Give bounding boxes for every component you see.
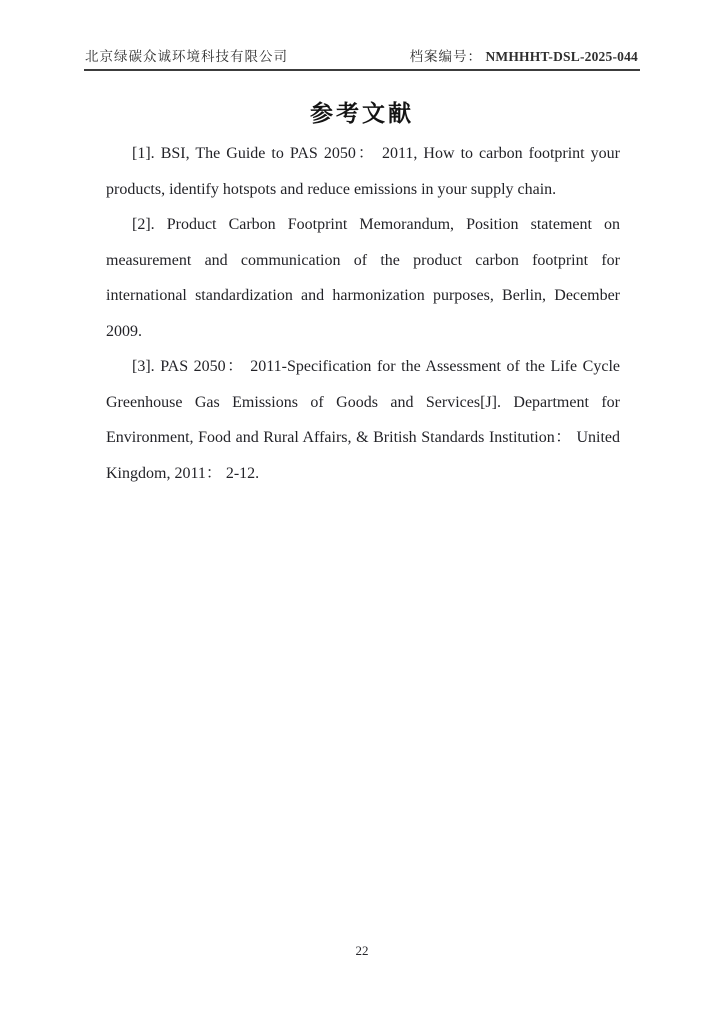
header-company-name: 北京绿碳众诚环境科技有限公司: [85, 49, 288, 64]
header-doc-number-label: 档案编号：: [409, 49, 483, 64]
header-rule: [84, 69, 640, 71]
page-number: 22: [355, 943, 369, 958]
page-header: [85, 45, 638, 65]
reference-item-2: [2]. Product Carbon Footprint Memorandum, Position statement on measurement and communication of the product carbon footprint for international standardization and harmonization purposes, Berlin, December 2009.: [106, 216, 620, 340]
header-doc-number-value: NMHHHT-DSL-2025-044: [485, 49, 638, 64]
reference-item-1: [1]. BSI, The Guide to PAS 2050： 2011, How to carbon footprint your products, identify hotspots and reduce emissions in your supply chain.: [106, 145, 620, 198]
references-list: [106, 136, 620, 491]
header-doc-number: [410, 45, 638, 65]
page-title: 参考文献: [310, 101, 414, 126]
reference-item-3: [3]. PAS 2050： 2011-Specification for the Assessment of the Life Cycle Greenhouse Gas Emissions of Goods and Services[J]. Department for Environment, Food and Rural Affairs, & British Standards Institution： United Kingdom, 2011： 2-12.: [106, 358, 620, 482]
